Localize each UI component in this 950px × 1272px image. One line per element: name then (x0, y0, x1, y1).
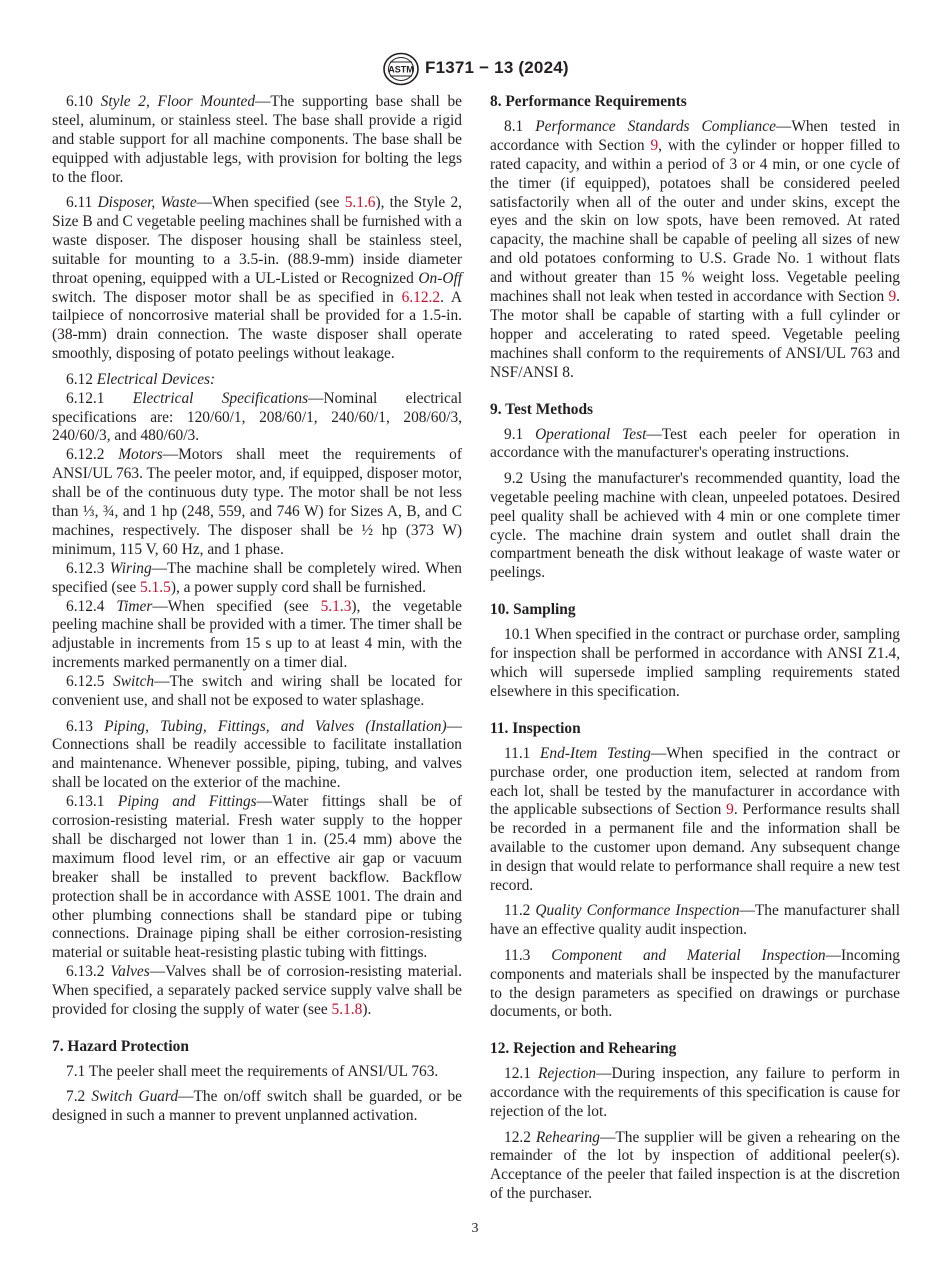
right-column (490, 93, 900, 1204)
page-header (0, 52, 950, 88)
ref-link-5-1-5[interactable]: 5.1.5 (140, 578, 171, 596)
para-6-11: 6.11 Disposer, Waste—When specified (see 5.1.6), the Style 2, Size B and C vegetable peeling machines shall be furnished with a waste disposer. The disposer housing shall be stainless steel, suitable for mounting to a 3.5-in. (88.9-mm) inside diameter throat opening, equipped with a UL-Listed or Recognized On-Off switch. The disposer motor shall be as specified in 6.12.2. A tailpiece of noncorrosive material shall be provided for a 1.5-in. (38-mm) drain connection. The waste disposer shall operate smoothly, disposing of potato peelings without leakage. (52, 194, 462, 363)
logo-lettering: ASTM (388, 64, 414, 75)
ref-link-5-1-8[interactable]: 5.1.8 (331, 1001, 363, 1019)
para-11-2: 11.2 Quality Conformance Inspection—The manufacturer shall have an effective quality audit inspection. (490, 902, 900, 939)
para-10-1: 10.1 When specified in the contract or purchase order, sampling for inspection shall be performed in accordance with ANSI Z1.4, which will supersede implied sampling requirements stated elsewhere in this specification. (490, 626, 900, 700)
section-heading-7: 7. Hazard Protection (52, 1038, 189, 1055)
section-heading-9: 9. Test Methods (490, 400, 594, 418)
section-heading-11: 11. Inspection (490, 719, 581, 737)
ref-link-5-1-6[interactable]: 5.1.6 (344, 194, 376, 212)
ref-link-section-9[interactable]: 9 (650, 136, 659, 154)
ref-link-section-9[interactable]: 9 (726, 801, 734, 819)
para-11-1: 11.1 End-Item Testing—When specified in the contract or purchase order, one production item, selected at random from each lot, shall be tested by the manufacturer in accordance with the applicable subsections of Section 9. Performance results shall be recorded in a permanent file and the information shall be available to the customer upon demand. Any subsequent change in design that would relate to performance shall require a new test record. (490, 744, 900, 895)
para-6-12-1: 6.12.1 Electrical Specifications—Nominal electrical specifications are: 120/60/1, 208/60/1, 240/60/1, 208/60/3, 240/60/3, and 480/60/3. (52, 389, 462, 445)
section-heading-10: 10. Sampling (490, 601, 576, 619)
para-9-1: 9.1 Operational Test—Test each peeler for operation in accordance with the manufacturer's operating instructions. (490, 425, 900, 462)
para-9-2: 9.2 Using the manufacturer's recommended quantity, load the vegetable peeling machine with clean, unpeeled potatoes. Desired peel quality shall be achieved with 4 min or one complete timer cycle. The machine drain system and outlet shall drain the compartment beneath the disk without leakage of waste water or peelings. (490, 469, 900, 582)
ref-link-6-12-2[interactable]: 6.12.2 (401, 288, 441, 306)
para-6-12-4: 6.12.4 Timer—When specified (see 5.1.3), the vegetable peeling machine shall be provided with a timer. The timer shall be adjustable in increments from 15 s up to at least 4 min, with the increments marked permanently on a timer dial. (52, 597, 462, 672)
section-heading-12: 12. Rejection and Rehearing (490, 1040, 677, 1058)
astm-logo-icon (381, 52, 421, 86)
para-6-13: 6.13 Piping, Tubing, Fittings, and Valves (Installation)—Connections shall be readily accessible to facilitate installation and maintenance. Whenever possible, piping, tubing, and valves shall be located on the exterior of the machine. (52, 717, 462, 792)
section-heading-8: 8. Performance Requirements (490, 93, 687, 110)
document-designation: F1371 − 13 (2024) (425, 58, 569, 77)
left-column (52, 93, 462, 1126)
para-6-12-2: 6.12.2 Motors—Motors shall meet the requirements of ANSI/UL 763. The peeler motor, and, if equipped, disposer motor, shall be of the continuous duty type. The motor shall be not less than ⅓, ¾, and 1 hp (248, 559, and 746 W) for Sizes A, B, and C machines, respectively. The disposer shall be ½ hp (373 W) minimum, 115 V, 60 Hz, and 1 phase. (52, 446, 462, 558)
ref-link-section-9[interactable]: 9 (888, 288, 897, 306)
para-6-12-5: 6.12.5 Switch—The switch and wiring shall be located for convenient use, and shall not be exposed to water splashage. (52, 673, 462, 710)
para-6-10: 6.10 Style 2, Floor Mounted—The supporting base shall be steel, aluminum, or stainless steel. The base shall provide a rigid and stable support for all machine components. The base shall be equipped with adjustable legs, with provision for bolting the legs to the floor. (52, 93, 462, 186)
para-12-1: 12.1 Rejection—During inspection, any failure to perform in accordance with the requirements of this specification is cause for rejection of the lot. (490, 1065, 900, 1121)
para-6-13-2: 6.13.2 Valves—Valves shall be of corrosion-resisting material. When specified, a separately packed service supply valve shall be provided for closing the supply of water (see 5.1.8). (52, 963, 462, 1019)
para-11-3: 11.3 Component and Material Inspection—Incoming components and materials shall be inspected by the manufacturer to the design parameters as specified on drawings or purchase documents, or both. (490, 946, 900, 1021)
para-6-12-3: 6.12.3 Wiring—The machine shall be completely wired. When specified (see 5.1.5), a power supply cord shall be furnished. (52, 559, 462, 596)
para-7-2: 7.2 Switch Guard—The on/off switch shall be guarded, or be designed in such a manner to prevent unplanned activation. (52, 1088, 462, 1125)
page-number: 3 (471, 1221, 479, 1236)
para-12-2: 12.2 Rehearing—The supplier will be given a rehearing on the remainder of the lot by inspection of additional peeler(s). Acceptance of the peeler that failed inspection is at the discretion of the purchaser. (490, 1128, 900, 1203)
para-6-13-1: 6.13.1 Piping and Fittings—Water fittings shall be of corrosion-resisting material. Fresh water supply to the hopper shall be discharged not lower than 1 in. (25.4 mm) above the maximum flood level rim, or an effective air gap or vacuum breaker shall be installed to prevent backflow. Backflow protection shall be in accordance with ASSE 1001. The drain and other plumbing connections shall be standard pipe or tubing connections. Drainage piping shall be either corrosion-resisting material or suitable heat-resisting plastic tubing with fittings. (52, 793, 462, 962)
para-6-12: 6.12 Electrical Devices: (66, 370, 216, 388)
ref-link-5-1-3[interactable]: 5.1.3 (320, 597, 352, 615)
para-7-1: 7.1 The peeler shall meet the requirements of ANSI/UL 763. (66, 1062, 439, 1080)
para-8-1: 8.1 Performance Standards Compliance—When tested in accordance with Section 9, with the cylinder or hopper filled to rated capacity, and within a period of 3 or 4 min, or one cycle of the timer (if equipped), potatoes shall be considered peeled satisfactorily when all of the outer and under skins, except the eyes and the skin on low spots, have been removed. At rated capacity, the machine shall be capable of peeling all sizes of new and old potatoes conforming to U.S. Grade No. 1 without flats and without greater than 15 % weight loss. Vegetable peeling machines shall not leak when tested in accordance with Section 9. The motor shall be capable of starting with a full cylinder or hopper and accelerating to rated speed. Vegetable peeling machines shall conform to the requirements of ANSI/UL 763 and NSF/ANSI 8. (490, 117, 900, 381)
